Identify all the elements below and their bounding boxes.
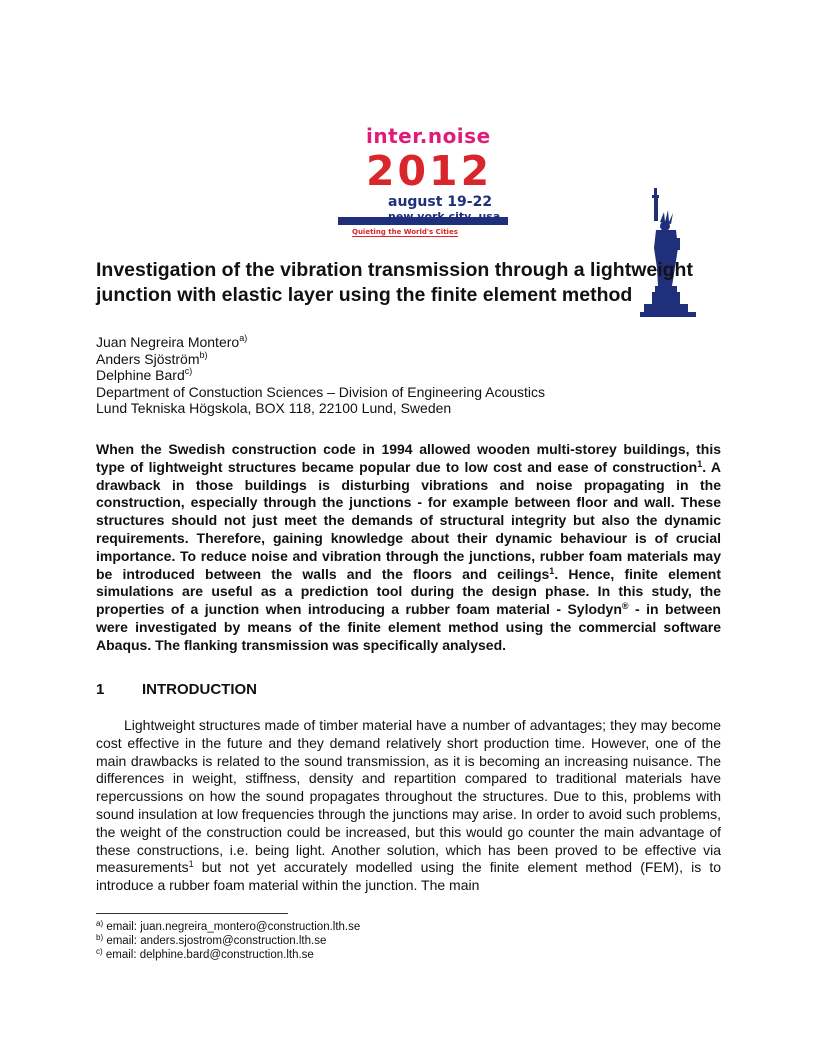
author: Juan Negreira Montero$^{a)}$ [96,333,248,350]
footnote: $^{b)}$ email: anders.sjostrom@construction.lth.se [96,933,327,947]
citation: 1 [697,458,703,469]
citation: 1 [549,565,555,576]
author: Anders Sjöström$^{b)}$ [96,349,208,367]
footnotes [96,920,360,962]
logo-title: inter.noise [366,124,491,148]
footnote: $^{c)}$ email: delphine.bard@construction.lth.se [96,947,314,961]
body-paragraph: Lightweight structures made of timber material have a number of advantages; they may become cost effective in the future and they demand relatively short production time. However, one of the main drawbacks is related to the sound transmission, as it is becoming an increasing nuisance. The differences in weight, stiffness, density and repartition compared to traditional materials have repercussions on how the sound propagates throughout the structures. Due to this, problems with sound insulation at low frequencies through the junctions may arise. In order to avoid such problems, the weight of the construction could be increased, but this would go counter the main advantage of these constructions, i.e. being light. Another solution, which has been proved to be effective via measurements$^1$ but not yet accurately modelled using the finite element method (FEM), is to introduce a rubber foam material within the junction. The main [96,717,721,894]
section-number: 1 [96,681,105,698]
logo-wordmark [366,124,516,223]
affiliation-line: Lund Tekniska Högskola, BOX 118, 22100 Lund, Sweden [96,400,452,416]
footnote: $^{a)}$ email: juan.negreira_montero@construction.lth.se [96,919,361,933]
abstract: When the Swedish construction code in 1994 allowed wooden multi-storey buildings, this type of lightweight structures became popular due to low cost and ease of construction$^1$. A drawback in those buildings is disturbing vibrations and noise propagating in the construction, especially through the junctions - for example between floor and wall. These structures should not just meet the demands of structural integrity but also the dynamic requirements. Therefore, gaining knowledge about their dynamic behaviour is of crucial importance. To reduce noise and vibration through the junctions, rubber foam materials may be introduced between the walls and the floors and ceilings$^1$. Hence, finite element simulations are useful as a prediction tool during the design phase. In this study, the properties of a junction when introducing a rubber foam material - Sylodyn® - in between were investigated by means of the finite element method using the commercial software Abaqus. The flanking transmission was specifically analysed. [96,441,721,653]
logo-tagline: Quieting the World's Cities [352,228,458,236]
footnote-separator [96,913,288,914]
logo-dates: august 19-22 [388,194,493,210]
paper-title: Investigation of the vibration transmission through a lightweight junction with elastic layer using the finite element method [96,259,693,306]
author: Delphine Bard$^{c)}$ [96,366,193,383]
logo-city: new york city, usa [388,210,501,223]
citation: 1 [188,859,194,870]
section-title: INTRODUCTION [142,681,257,698]
affiliation-line: Department of Constuction Sciences – Division of Engineering Acoustics [96,383,546,400]
registered-mark: ® [621,601,629,612]
author-block [96,334,736,417]
logo-year: 2012 [366,147,493,195]
section-heading [96,681,257,699]
